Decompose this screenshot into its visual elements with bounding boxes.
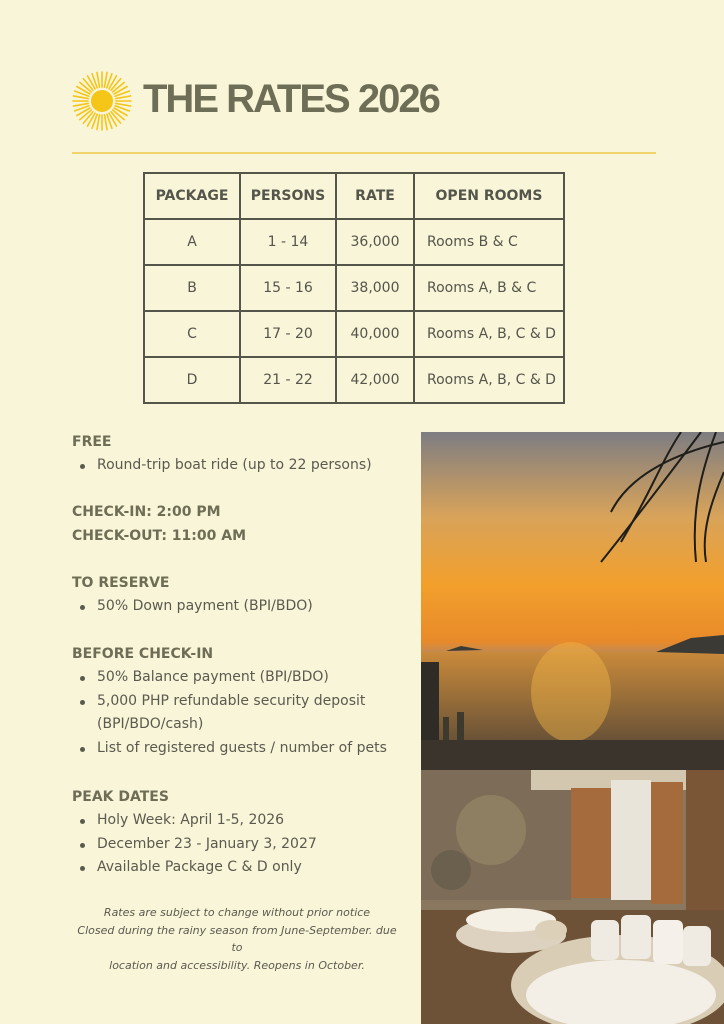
checkout-time: CHECK-OUT: 11:00 AM bbox=[72, 528, 247, 544]
lounge-photo bbox=[421, 770, 724, 1024]
cell-rate: 42,000 bbox=[336, 357, 414, 403]
cell-package: D bbox=[144, 357, 240, 403]
section-heading: BEFORE CHECK-IN bbox=[72, 646, 214, 662]
cell-rooms: Rooms A, B, C & D bbox=[414, 311, 564, 357]
footnote-line: Closed during the rainy season from June-September. due to bbox=[77, 923, 397, 954]
table-row bbox=[144, 265, 564, 311]
list-item: Round-trip boat ride (up to 22 persons) bbox=[72, 454, 372, 478]
cell-rooms: Rooms A, B, C & D bbox=[414, 357, 564, 403]
list-item-line: 5,000 PHP refundable security deposit bbox=[97, 692, 366, 709]
list-item: Holy Week: April 1-5, 2026 bbox=[72, 809, 317, 833]
sun-icon bbox=[72, 71, 132, 131]
cell-package: A bbox=[144, 219, 240, 265]
table-row bbox=[144, 311, 564, 357]
table-row bbox=[144, 219, 564, 265]
cell-persons: 21 - 22 bbox=[240, 357, 336, 403]
cell-rate: 38,000 bbox=[336, 265, 414, 311]
list-item bbox=[72, 690, 387, 737]
section-before-checkin bbox=[72, 642, 387, 760]
header-rate: RATE bbox=[336, 173, 414, 219]
cell-persons: 17 - 20 bbox=[240, 311, 336, 357]
title-divider bbox=[72, 152, 656, 154]
section-heading: TO RESERVE bbox=[72, 575, 170, 591]
cell-package: B bbox=[144, 265, 240, 311]
bullet-list bbox=[72, 809, 317, 880]
section-peak-dates bbox=[72, 785, 317, 880]
page-title: THE RATES 2026 bbox=[143, 77, 439, 121]
header-package: PACKAGE bbox=[144, 173, 240, 219]
list-item-line: (BPI/BDO/cash) bbox=[97, 716, 204, 732]
table-row bbox=[144, 357, 564, 403]
section-reserve bbox=[72, 571, 313, 619]
cell-persons: 15 - 16 bbox=[240, 265, 336, 311]
section-heading: FREE bbox=[72, 434, 112, 450]
cell-persons: 1 - 14 bbox=[240, 219, 336, 265]
rates-table bbox=[143, 172, 565, 404]
section-free bbox=[72, 430, 372, 478]
section-heading: PEAK DATES bbox=[72, 789, 169, 805]
bullet-list bbox=[72, 595, 313, 619]
bullet-list bbox=[72, 454, 372, 478]
cell-rate: 36,000 bbox=[336, 219, 414, 265]
checkin-time: CHECK-IN: 2:00 PM bbox=[72, 504, 221, 520]
list-item: December 23 - January 3, 2027 bbox=[72, 833, 317, 857]
bullet-list bbox=[72, 666, 387, 760]
cell-rooms: Rooms B & C bbox=[414, 219, 564, 265]
footnote-line: location and accessibility. Reopens in October. bbox=[109, 958, 365, 972]
footnote-line: Rates are subject to change without prior notice bbox=[103, 906, 371, 919]
list-item: List of registered guests / number of pets bbox=[72, 737, 387, 761]
list-item: 50% Down payment (BPI/BDO) bbox=[72, 595, 313, 619]
sunset-photo bbox=[421, 432, 724, 770]
list-item: 50% Balance payment (BPI/BDO) bbox=[72, 666, 387, 690]
cell-rate: 40,000 bbox=[336, 311, 414, 357]
header-persons: PERSONS bbox=[240, 173, 336, 219]
list-item: Available Package C & D only bbox=[72, 856, 317, 880]
cell-rooms: Rooms A, B & C bbox=[414, 265, 564, 311]
table-header-row bbox=[144, 173, 564, 219]
section-checkin bbox=[72, 500, 246, 548]
cell-package: C bbox=[144, 311, 240, 357]
footnote bbox=[72, 904, 402, 974]
header-open-rooms: OPEN ROOMS bbox=[414, 173, 564, 219]
